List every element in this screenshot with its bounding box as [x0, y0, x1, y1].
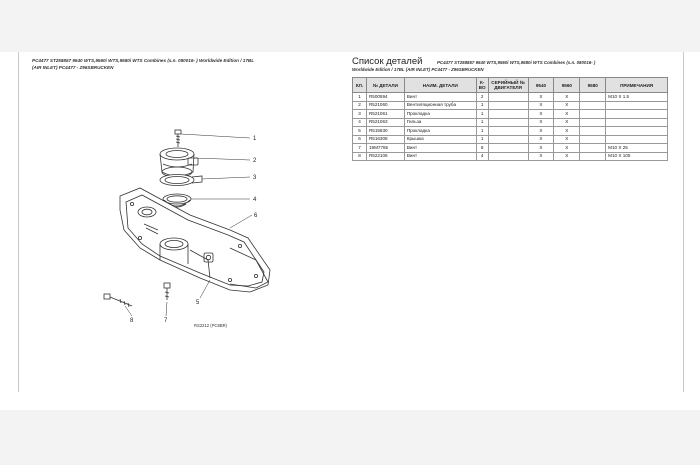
cell-9580 [580, 93, 606, 102]
cell-key: 2 [353, 101, 367, 110]
cell-engine-serial [488, 93, 528, 102]
cell-key: 8 [353, 152, 367, 161]
callout-6: 6 [254, 213, 258, 219]
cell-notes [606, 127, 668, 136]
table-row [353, 101, 668, 110]
cell-part-number[interactable]: 19M7785 [366, 144, 404, 153]
bolt-part-1 [175, 130, 181, 147]
parts-list-caption-line-2: Worldwide Edition / 17BL (AIR INLET) PC4477 - Z96SBRUCKEN [352, 67, 484, 72]
cell-engine-serial [488, 101, 528, 110]
cell-part-name: Гильза [404, 118, 476, 127]
header-model-9540: 9540 [528, 78, 554, 93]
table-row [353, 144, 668, 153]
cell-9560: X [554, 110, 580, 119]
cell-notes [606, 135, 668, 144]
parts-list-title: Список деталей [352, 56, 423, 67]
cell-engine-serial [488, 127, 528, 136]
cell-notes: M10 X 105 [606, 152, 668, 161]
cell-part-number[interactable]: R515830 [366, 127, 404, 136]
cell-9540: X [528, 135, 554, 144]
header-key: КЛ. [353, 78, 367, 93]
cell-part-name: Прокладка [404, 127, 476, 136]
cell-part-name: Винт [404, 144, 476, 153]
parts-list-caption-line-1: PC4477 ST258857 9540 WTS,9560i WTS,9580i WTS Combines (s.n. 080016- ) [437, 60, 596, 65]
cell-quantity: 1 [476, 110, 488, 119]
callout-5: 5 [196, 300, 200, 306]
breather-tube-part-2 [160, 148, 198, 177]
cell-notes: M10 X 1.5 [606, 93, 668, 102]
cell-part-name: Вентиляционная труба [404, 101, 476, 110]
table-header-row [353, 78, 668, 93]
cell-key: 1 [353, 93, 367, 102]
long-bolt-part-8 [104, 294, 132, 307]
cell-engine-serial [488, 135, 528, 144]
cell-quantity: 1 [476, 127, 488, 136]
cell-notes: M10 X 25 [606, 144, 668, 153]
cell-quantity: 1 [476, 101, 488, 110]
cell-quantity: 1 [476, 118, 488, 127]
cell-9560: X [554, 152, 580, 161]
header-notes: ПРИМЕЧАНИЯ [606, 78, 668, 93]
cell-part-name: Винт [404, 152, 476, 161]
cell-9560: X [554, 118, 580, 127]
header-engine-serial: СЕРИЙНЫЙ № ДВИГАТЕЛЯ [488, 78, 528, 93]
cell-9540: X [528, 152, 554, 161]
cell-part-name: Крышка [404, 135, 476, 144]
cell-part-number[interactable]: R521063 [366, 118, 404, 127]
cell-9580 [580, 127, 606, 136]
cell-key: 4 [353, 118, 367, 127]
callout-4: 4 [253, 197, 257, 203]
cell-key: 3 [353, 110, 367, 119]
cell-9540: X [528, 101, 554, 110]
cell-9540: X [528, 118, 554, 127]
cell-part-name: Прокладка [404, 110, 476, 119]
cell-9580 [580, 135, 606, 144]
callout-1: 1 [253, 136, 257, 142]
cell-key: 5 [353, 127, 367, 136]
cell-notes [606, 110, 668, 119]
gasket-part-3 [160, 175, 202, 186]
header-model-9560: 9560 [554, 78, 580, 93]
table-row [353, 152, 668, 161]
cell-9580 [580, 110, 606, 119]
cell-9580 [580, 144, 606, 153]
cell-9540: X [528, 144, 554, 153]
cell-9540: X [528, 93, 554, 102]
header-part-number: № ДЕТАЛИ [366, 78, 404, 93]
cell-quantity: 2 [476, 93, 488, 102]
cell-9560: X [554, 101, 580, 110]
callout-7: 7 [164, 318, 168, 324]
cell-9580 [580, 101, 606, 110]
table-row [353, 110, 668, 119]
table-row [353, 127, 668, 136]
callout-8: 8 [130, 318, 134, 324]
cell-key: 6 [353, 135, 367, 144]
manifold-cover-part-6 [120, 188, 270, 292]
cell-part-number[interactable]: R521061 [366, 110, 404, 119]
callout-2: 2 [253, 158, 257, 164]
cell-notes [606, 118, 668, 127]
cell-part-number[interactable]: R500594 [366, 93, 404, 102]
cell-9580 [580, 152, 606, 161]
exploded-parts-diagram [80, 120, 280, 350]
cell-engine-serial [488, 110, 528, 119]
cell-part-number[interactable]: R521060 [366, 101, 404, 110]
cell-9540: X [528, 127, 554, 136]
top-background-band [0, 0, 700, 52]
cell-9580 [580, 118, 606, 127]
cell-9560: X [554, 127, 580, 136]
cell-9560: X [554, 135, 580, 144]
cell-quantity: 8 [476, 144, 488, 153]
diagram-caption-line-1: PC4477 ST258857 9540 WTS,9560i WTS,9580i WTS Combines (s.n. 080016- ) Worldwide Edition / 17BL [32, 58, 255, 63]
diagram-caption [32, 58, 332, 71]
cell-notes [606, 101, 668, 110]
cell-key: 7 [353, 144, 367, 153]
cell-engine-serial [488, 144, 528, 153]
callout-3: 3 [253, 175, 257, 181]
header-model-9580: 9580 [580, 78, 606, 93]
diagram-caption-line-2: (AIR INLET) PC4477 - Z96SBRUCKEN [32, 64, 114, 70]
cell-part-name: Винт [404, 93, 476, 102]
cell-9540: X [528, 110, 554, 119]
header-part-name: НАИМ. ДЕТАЛИ [404, 78, 476, 93]
cell-engine-serial [488, 152, 528, 161]
cell-9560: X [554, 144, 580, 153]
header-quantity: К-ВО [476, 78, 488, 93]
bottom-background-band [0, 410, 700, 465]
table-row [353, 135, 668, 144]
cell-part-number[interactable]: R516308 [366, 135, 404, 144]
short-bolt-part-7 [164, 283, 170, 300]
parts-table [352, 77, 668, 161]
cell-quantity: 1 [476, 135, 488, 144]
cell-quantity: 4 [476, 152, 488, 161]
diagram-id-label: RS2212 (PC8BR) [194, 323, 228, 328]
cell-engine-serial [488, 118, 528, 127]
table-row [353, 93, 668, 102]
cell-part-number[interactable]: R522106 [366, 152, 404, 161]
cell-9560: X [554, 93, 580, 102]
table-row [353, 118, 668, 127]
